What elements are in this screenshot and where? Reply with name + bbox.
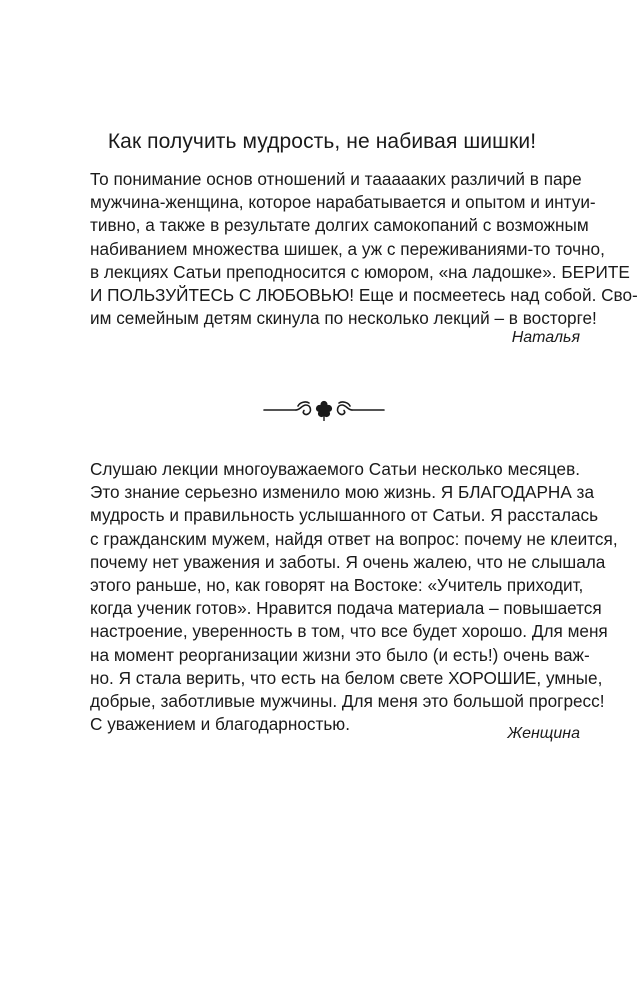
review-2-line: настроение, уверенность в том, что все будет хорошо. Для меня xyxy=(90,621,608,642)
review-1-line: То понимание основ отношений и таааааких различий в паре xyxy=(90,169,582,189)
review-2-line: с гражданским мужем, найдя ответ на вопрос: почему не клеится, xyxy=(90,528,618,549)
review-2-line: когда ученик готов». Нравится подача материала – повышается xyxy=(90,598,602,619)
review-1-line: мужчина-женщина, которое нарабатывается и опытом и интуи- xyxy=(90,192,596,213)
ornament-flower-icon xyxy=(262,396,386,422)
review-1-line: в лекциях Сатьи преподносится с юмором, «на ладошке». БЕРИТЕ xyxy=(90,261,630,282)
page-title: Как получить мудрость, не набивая шишки! xyxy=(107,130,537,153)
review-2-line: добрые, заботливые мужчины. Для меня это большой прогресс! xyxy=(90,691,605,712)
review-1-line: И ПОЛЬЗУЙТЕСЬ С ЛЮБОВЬЮ! Еще и посмеетесь над собой. Сво- xyxy=(90,285,638,306)
review-1-text xyxy=(90,168,638,330)
review-2-line: почему нет уважения и заботы. Я очень жалею, что не слышала xyxy=(90,551,606,572)
review-2-line: Слушаю лекции многоуважаемого Сатьи несколько месяцев. xyxy=(90,459,580,479)
review-2-line: на момент реорганизации жизни это было (и есть!) очень важ- xyxy=(90,644,590,665)
review-1-line: набиванием множества шишек, а уж с переживаниями-то точно, xyxy=(90,238,605,259)
review-2-line: С уважением и благодарностью. xyxy=(90,714,350,735)
review-2-text xyxy=(90,458,618,736)
review-1-line: тивно, а также в результате долгих самокопаний с возможным xyxy=(90,215,589,236)
review-2-line: этого раньше, но, как говорят на Востоке: «Учитель приходит, xyxy=(90,575,584,596)
review-1-line: им семейным детям скинула по несколько лекций – в восторге! xyxy=(90,308,597,329)
review-2-line: мудрость и правильность услышанного от Сатьи. Я рассталась xyxy=(90,505,599,526)
review-2-line: но. Я стала верить, что есть на белом свете ХОРОШИЕ, умные, xyxy=(90,667,603,688)
review-2-line: Это знание серьезно изменило мою жизнь. Я БЛАГОДАРНА за xyxy=(90,482,595,503)
review-1-author: Наталья xyxy=(511,329,580,346)
review-2-author: Женщина xyxy=(507,725,580,742)
